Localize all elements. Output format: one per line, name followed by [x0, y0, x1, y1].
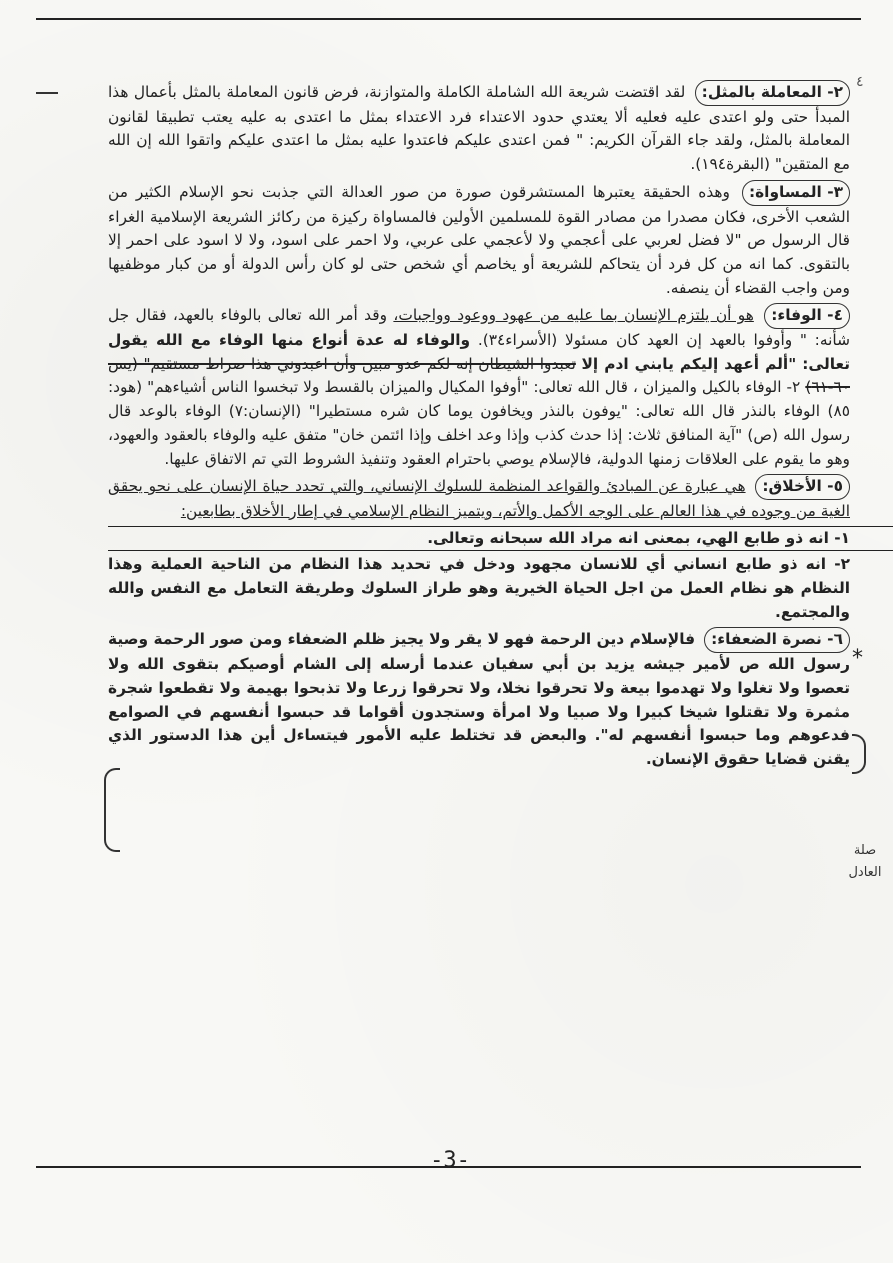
page-number: -3- — [430, 1148, 470, 1173]
handwritten-brace — [852, 734, 866, 774]
section-equality — [108, 180, 850, 301]
section-fulfillment — [108, 303, 850, 471]
top-rule — [36, 18, 861, 20]
section-text-highlight: هو أن يلتزم الإنسان بما عليه من عهود ووعود وواجبات، — [393, 306, 754, 325]
section-heading: ٦- نصرة الضعفاء: — [704, 627, 850, 653]
section-heading: ٣- المساواة: — [742, 180, 850, 206]
section-text: ٢- الوفاء بالكيل والميزان ، قال الله تعالى: "أوفوا المكيال والميزان بالقسط ولا تبخسوا الناس أشياءهم" (هود: ٨٥) الوفاء بالنذر قال الله تعالى: "يوفون بالنذر ويخافون يوما كان شره مستطيرا" (الإنسان:٧) الوفاء بالوعد قال رسول الله (ص) "آية المنافق ثلاث: إذا حدث كذب وإذا وعد اخلف وإذا ائتمن خان" متفق عليه والوفاء بالعقود والعهود، وهو ما يقوم على العلاقات زمنها الدولية، فالإسلام يوصي باحترام العقود وتنفيذ الشروط التي تم الاتفاق عليها. — [108, 378, 851, 468]
margin-tick — [36, 92, 58, 94]
section-text: هي عبارة عن المبادئ والقواعد المنظمة للسلوك الإنساني، والتي تحدد حياة الإنسان على نحو يحقق الغية من وجوده في هذا العالم على الوجه الأكمل والأتم، ويتميز النظام الإسلامي في إطار الأخلاق بطابعين: — [108, 477, 850, 520]
struck-text: تعبدوا الشيطان إنه لكم عدو مبين وأن اعبدوني هذا صراط مستقيم" (يس ٦٠-٦١) — [108, 354, 850, 397]
section-text: وقد أمر الله تعالى بالوفاء بالعهد، فقال جل شأنه: " وأوفوا بالعهد إن العهد كان مسئولا (الأسراء٣٤). — [108, 306, 850, 350]
handwritten-bracket — [104, 768, 120, 852]
section-heading: ٤- الوفاء: — [764, 303, 850, 329]
trait-item: ١- انه ذو طابع الهي، بمعنى انه مراد الله سبحانه وتعالى. — [108, 526, 893, 552]
section-text: وهذه الحقيقة يعتبرها المستشرقون صورة من صور العدالة التي جذبت نحو الإسلام الكثير من الشعب الأخرى، فكان مصدرا من مصادر القوة للمسلمين الأولين فالمساواة ركيزة من ركائز الشريعة الإسلامية الغراء قال الرسول ص "لا فضل لعربي على أعجمي ولا لأعجمي على عربي، ولا احمر على اسود، ولا لا اسود على احمر إلا بالتقوى. كما انه من كل فرد أن يتحاكم للشريعة أو يخاصم أي شخص حتى لو كان رأس الدولة أو من كبار موظفيها ومن واجب القضاء أن ينصفه. — [108, 182, 850, 297]
star-mark: * — [852, 646, 863, 671]
section-supporting-weak — [108, 627, 850, 771]
section-ethics — [108, 474, 850, 624]
section-text: لقد اقتضت شريعة الله الشاملة الكاملة والمتوازنة، فرض قانون المعاملة بالمثل بأعمال هذا المبدأ حتى ولو اعتدى عليه فعليه ألا يعتدي حدود الاعتداء فرد الاعتداء بمثل ما اعتدى به عليه يعتب تطبيقا لقانون المعاملة بالمثل، ولقد جاء القرآن الكريم: " فمن اعتدى عليكم فاعتدوا عليه بمثل ما اعتدى عليكم واتقوا الله إن الله مع المتقين" (البقرة١٩٤). — [108, 83, 850, 174]
section-text-bold: والوفاء له عدة أنواع منها الوفاء مع الله يقول تعالى: "ألم أعهد إليكم يابني ادم إلا — [108, 331, 850, 373]
section-heading: ٢- المعاملة بالمثل: — [695, 80, 850, 106]
section-reciprocity — [108, 80, 850, 177]
section-text: فالإسلام دين الرحمة فهو لا يقر ولا يجيز ظلم الضعفاء ومن صور الرحمة وصية رسول الله ص لأمير جيشه يزيد بن أبي سفيان عندما أرسله إلى الشام أوصيكم بتقوى الله ولا تعصوا ولا تغلوا ولا تهدموا بيعة ولا تحرقوا نخلا، ولا تحرقوا زرعا ولا تذبحوا بهيمة ولا تقطعوا شجرة مثمرة ولا تقتلوا شيخا كبيرا ولا صبيا ولا امرأة وستجدون أقواما قد حبسوا أنفسهم في الصوامع فدعوهم وما حبسوا أنفسهم له". والبعض قد تختلط عليه الأمور فيتساءل أين هذا الدستور الذي يقنن قضايا حقوق الإنسان. — [108, 630, 850, 768]
document-body — [108, 80, 850, 775]
handwritten-margin-note: صلة العادل — [848, 843, 882, 880]
section-heading: ٥- الأخلاق: — [755, 474, 850, 500]
trait-item: ٢- انه ذو طابع انساني أي للانسان مجهود ودخل في تحديد هذا النظام من الناحية العملية وهذا النظام هو نظام العمل من اجل الحياة الخيرية وهو طراز السلوك وطريقة التعامل مع النفس والله والمجتمع. — [108, 555, 850, 621]
corner-mark: ٤ — [856, 74, 864, 90]
